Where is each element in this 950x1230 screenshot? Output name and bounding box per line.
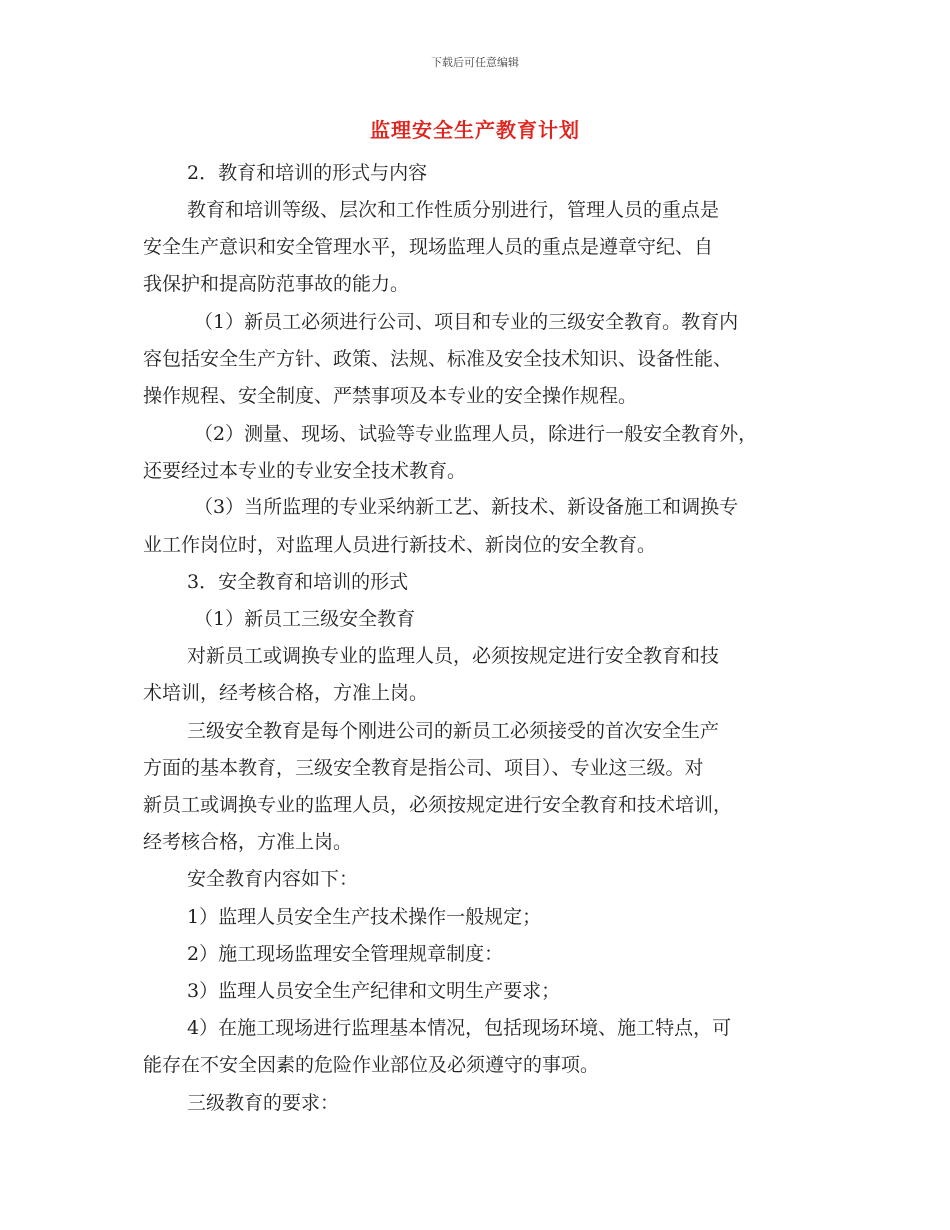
document-title: 监理安全生产教育计划 <box>370 118 580 142</box>
list-item: 3）监理人员安全生产纪律和文明生产要求； <box>187 980 561 1002</box>
list-item-continuation: 能存在不安全因素的危险作业部位及必须遵守的事项。 <box>143 1054 600 1076</box>
header-note: 下载后可任意编辑 <box>431 56 519 69</box>
paragraph-line: 安全教育内容如下： <box>187 868 359 890</box>
paragraph-line: 我保护和提高防范事故的能力。 <box>143 273 410 295</box>
paragraph-line: 容包括安全生产方针、政策、法规、标准及安全技术知识、设备性能、 <box>143 348 733 370</box>
paragraph-line: 安全生产意识和安全管理水平，现场监理人员的重点是遵章守纪、自 <box>143 236 714 258</box>
paragraph-line: 三级安全教育是每个刚进公司的新员工必须接受的首次安全生产 <box>187 720 720 742</box>
paragraph-line: 新员工或调换专业的监理人员，必须按规定进行安全教育和技术培训， <box>143 794 733 816</box>
paragraph-line: 经考核合格，方准上岗。 <box>143 831 353 853</box>
list-item: 1）监理人员安全生产技术操作一般规定； <box>187 906 542 928</box>
paragraph-line: 教育和培训等级、层次和工作性质分别进行，管理人员的重点是 <box>187 199 720 221</box>
paragraph-line: 还要经过本专业的专业安全技术教育。 <box>143 460 467 482</box>
paragraph-line: （2）测量、现场、试验等专业监理人员，除进行一般安全教育外， <box>194 423 758 445</box>
paragraph-line: 对新员工或调换专业的监理人员，必须按规定进行安全教育和技 <box>187 645 720 667</box>
section-heading: 3．安全教育和培训的形式 <box>187 571 409 593</box>
paragraph-line: 业工作岗位时，对监理人员进行新技术、新岗位的安全教育。 <box>143 534 657 556</box>
paragraph-line: （3）当所监理的专业采纳新工艺、新技术、新设备施工和调换专 <box>194 496 739 518</box>
paragraph-line: 操作规程、安全制度、严禁事项及本专业的安全操作规程。 <box>143 385 638 407</box>
paragraph-line: 术培训，经考核合格，方准上岗。 <box>143 682 429 704</box>
paragraph-line: （1）新员工必须进行公司、项目和专业的三级安全教育。教育内 <box>194 311 739 333</box>
section-heading: 2．教育和培训的形式与内容 <box>187 162 428 184</box>
paragraph-line: 三级教育的要求： <box>187 1092 340 1114</box>
list-item: 2）施工现场监理安全管理规章制度： <box>187 943 504 965</box>
paragraph-line: 方面的基本教育，三级安全教育是指公司、项目）、专业这三级。对 <box>143 757 704 779</box>
list-item: 4）在施工现场进行监理基本情况，包括现场环境、施工特点，可 <box>187 1017 732 1039</box>
subsection-heading: （1）新员工三级安全教育 <box>194 608 416 630</box>
